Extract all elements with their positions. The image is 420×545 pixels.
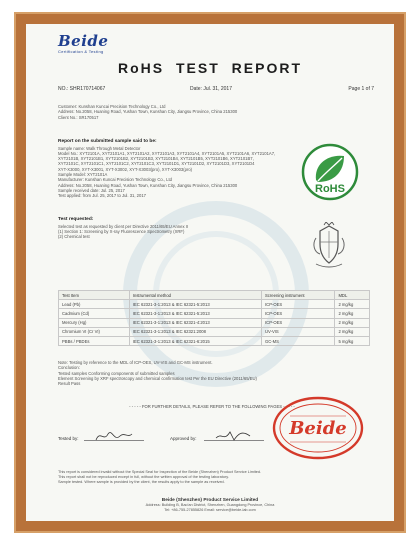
- table-cell: IEC 62321-3-1:2013 & IEC 62321-5:2013: [129, 309, 261, 318]
- rohs-leaf-icon: [300, 142, 360, 202]
- tested-by-label: Tested by:: [58, 436, 79, 441]
- report-sheet: [26, 24, 394, 521]
- table-cell: Lead (Pb): [59, 300, 130, 309]
- table-cell: 2 mg/kg: [335, 309, 370, 318]
- table-header-row: [59, 291, 370, 300]
- test-request-line: (2) Chemical test: [58, 234, 90, 240]
- conclusion-line: Result Pass: [58, 381, 81, 387]
- table-cell: GC-MS: [262, 336, 335, 345]
- brand-logo: [58, 32, 108, 54]
- client-info: [58, 104, 378, 120]
- approved-by-label: Approved by:: [170, 436, 197, 441]
- approved-by-signature: [214, 428, 254, 444]
- brand-logo-subtitle: Certification & Testing: [58, 49, 104, 54]
- rohs-logo-text: RoHS: [315, 183, 345, 195]
- table-cell: 2 mg/kg: [335, 327, 370, 336]
- page-title: RoHS TEST REPORT: [117, 60, 302, 76]
- table-cell: ICP-OES: [262, 300, 335, 309]
- sample-line: Address: No.2058, Huaning Road, Yushan Town, Kunshan City, Jiangsu Province, China 215300: [58, 182, 238, 188]
- client-line: Address: No.2058, Huaning Road, Yushan Town, Kunshan City, Jiangsu Province, China 215300: [58, 109, 238, 115]
- conclusion-line: Element Screening by XRF spectroscopy and chemical confirmation test Per the EU Directive (2011/65/EU): [58, 375, 257, 381]
- footer-line: Tel: +86-755-27855826 Email: service@beide-lab.com: [164, 507, 256, 512]
- report-footnote: [58, 470, 366, 484]
- table-row: [59, 309, 370, 318]
- sample-heading: Report on the submitted sample said to be:: [58, 139, 157, 144]
- column-header: Instrumental method: [129, 291, 261, 300]
- brand-logo-text: Beide: [58, 32, 109, 50]
- sample-line: XYT2101C, XYT2101C1, XYT2101C2, XYT2101C3, XYT2101D1, XYT2101D2, XYT2101D3, XYT2101D4: [58, 161, 255, 167]
- table-row: [59, 300, 370, 309]
- column-header: Test Item: [59, 291, 130, 300]
- further-details-separator: - - - - - FOR FURTHER DETAILS, PLEASE REFER TO THE FOLLOWING PAGES - - - - -: [129, 404, 295, 409]
- client-line: Customer: Kunshan Kuncai Precision Technology Co., Ltd: [58, 104, 166, 109]
- conclusion-line: Tested samples Conforming components of submitted samples: [58, 370, 175, 376]
- table-cell: ICP-OES: [262, 309, 335, 318]
- report-number: NO.: SHR170714067: [58, 86, 106, 92]
- conclusion-block: [58, 360, 358, 386]
- stamp-text: Beide: [289, 418, 347, 439]
- table-cell: IEC 62321-3-1:2013 & IEC 62321-5:2013: [129, 300, 261, 309]
- table-row: [59, 327, 370, 336]
- table-cell: UV-VIS: [262, 327, 335, 336]
- sample-line: Sample received date: Jul. 25, 2017: [58, 187, 125, 193]
- client-line: Client No.: SR170517: [58, 114, 99, 120]
- table-cell: IEC 62321-3-1:2013 & IEC 62321-4:2013: [129, 318, 261, 327]
- table-cell: 5 mg/kg: [335, 336, 370, 345]
- coat-of-arms-icon: [308, 222, 350, 268]
- results-table: [58, 290, 370, 346]
- table-row: [59, 336, 370, 345]
- table-cell: PBBs / PBDEs: [59, 336, 130, 345]
- report-date: Date: Jul. 31, 2017: [190, 86, 232, 92]
- table-cell: 2 mg/kg: [335, 300, 370, 309]
- conclusion-line: Note: Testing by reference to the MDL of ICP-OES, UV-VIS and GC-MS instrument.: [58, 360, 213, 365]
- table-cell: 2 mg/kg: [335, 318, 370, 327]
- sample-line: Manufacturer: Kunshan Kuncai Precision Technology Co., Ltd: [58, 177, 172, 183]
- footnote-line: This report is considered invalid without the Special Seal for Inspection of the Beide (Shenzhen) Product Service Limited.: [58, 470, 262, 474]
- test-request: [58, 217, 308, 239]
- company-seal-stamp: [270, 392, 366, 464]
- table-cell: IEC 62321-3-1:2013 & IEC 62321-6:2015: [129, 336, 261, 345]
- page-footer: [26, 498, 394, 513]
- footnote-line: Sample tested. Where sample is provided by the client, the results apply to the sample as received.: [58, 479, 225, 484]
- sample-line: Test applied: from Jul. 25, 2017 to Jul. 31, 2017: [58, 193, 146, 199]
- table-cell: Mercury (Hg): [59, 318, 130, 327]
- test-request-line: Selected test as requested by client per Directive 2011/65/EU Annex II: [58, 223, 189, 229]
- sample-line: XYT2101B, XYT2101B1, XYT2101B2, XYT2101B3, XYT2101B4, XYT2101B5, XYT2101B6, XYT2101B7,: [58, 156, 254, 162]
- test-request-heading: Test requested:: [58, 217, 94, 222]
- sample-line: Sample name: Walk Through Metal Detector: [58, 145, 141, 151]
- column-header: MDL: [335, 291, 370, 300]
- tested-by-signature: [94, 428, 134, 444]
- footer-line: Address: Building B, Bao'an District, Shenzhen, Guangdong Province, China: [145, 503, 275, 507]
- sample-line: Sample Model: XYT2101A: [58, 171, 108, 177]
- column-header: Screening instrument: [262, 291, 335, 300]
- table-row: [59, 318, 370, 327]
- footnote-line: This report shall not be reproduced except in full, without the written approval of the testing laboratory.: [58, 474, 229, 479]
- table-cell: Cadmium (Cd): [59, 309, 130, 318]
- sample-info: [58, 139, 318, 198]
- footer-company: Beide (Shenzhen) Product Service Limited: [161, 498, 259, 503]
- test-request-line: (1) Section 1: Screening by X-ray Fluorescence Spectrometry (XRF): [58, 228, 185, 234]
- table-cell: ICP-OES: [262, 318, 335, 327]
- table-cell: IEC 62321-3-1:2013 & IEC 62321:2008: [129, 327, 261, 336]
- page-number: Page 1 of 7: [348, 86, 374, 92]
- conclusion-line: Conclusion:: [58, 365, 80, 371]
- sample-line: XYT-X3000, XYT-X3001, XYT-X3002, XYT-X3003(pro), XYT-X3003(pro): [58, 166, 193, 172]
- sample-line: Model No.: XYT2101A, XYT2101A1, XYT2101A2, XYT2101A3, XYT2101A4, XYT2101A5, XYT2101A6, XYT2101A7,: [58, 150, 276, 156]
- table-cell: Chromium VI (Cr VI): [59, 327, 130, 336]
